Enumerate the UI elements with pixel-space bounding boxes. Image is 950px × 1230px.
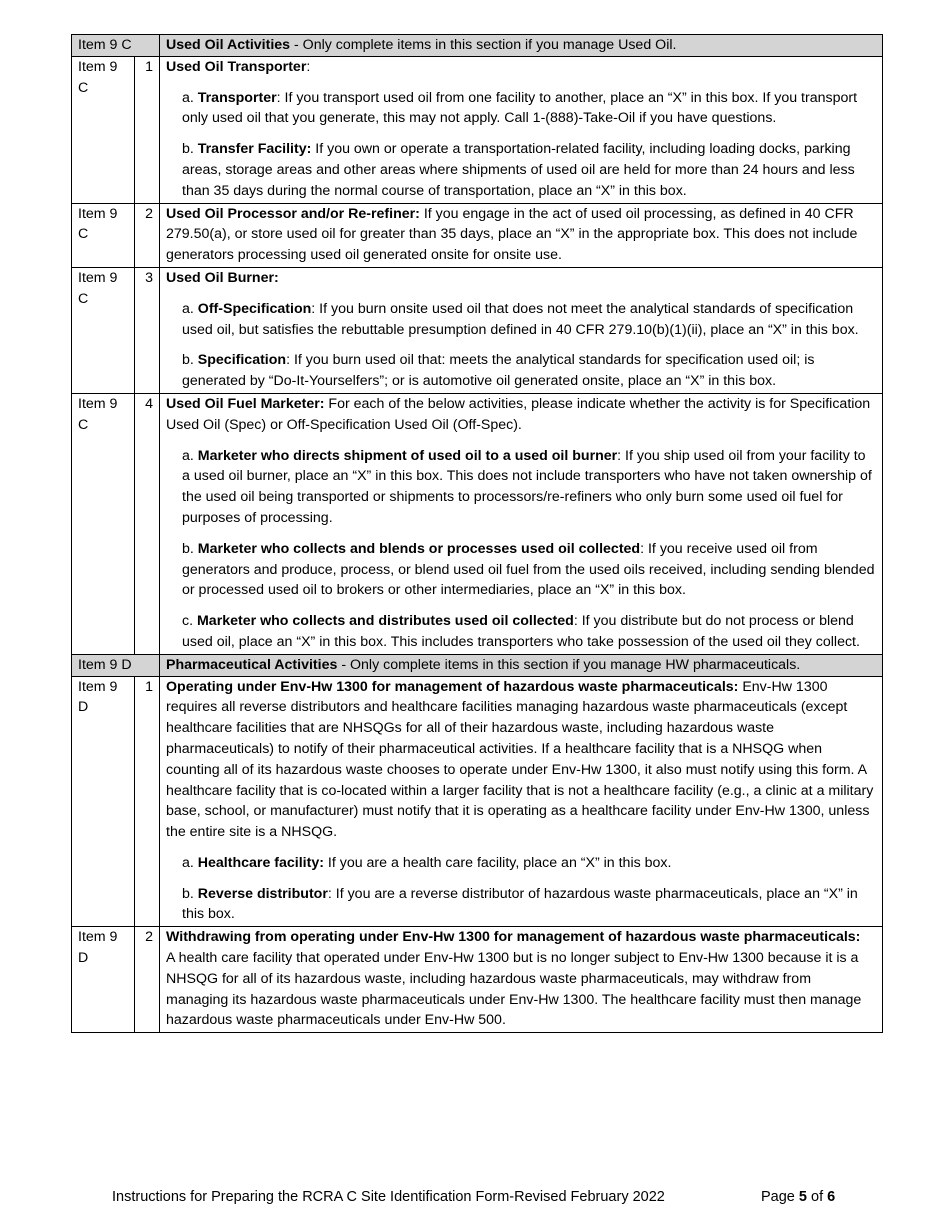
sub-text: : If you are a reverse distributor of hazardous waste pharmaceuticals, place an “X” in this box. (182, 885, 858, 923)
sub-item (182, 539, 876, 601)
sub-text: : If you burn onsite used oil that does not meet the analytical standards of specification used oil, but satisfies the rebuttable presumption defined in 40 CFR 279.10(b)(1)(ii), place an “X” in this box. (182, 300, 859, 338)
sub-text: If you are a health care facility, place an “X” in this box. (323, 854, 672, 871)
sub-item (182, 884, 876, 926)
item-lead: Operating under Env-Hw 1300 for management of hazardous waste pharmaceuticals: (166, 678, 739, 695)
section-desc: - Only complete items in this section if you manage HW pharmaceuticals. (337, 656, 801, 673)
item-content (160, 56, 883, 203)
table-row (72, 203, 883, 267)
item-number: 3 (135, 267, 160, 393)
item-content (160, 676, 883, 927)
item-label: Item 9 C (72, 393, 135, 654)
sub-item (182, 299, 876, 341)
section-header-9d (72, 654, 883, 676)
section-title: Used Oil Activities (166, 37, 291, 53)
page-number (761, 1187, 835, 1207)
item-lead: Used Oil Fuel Marketer: (166, 395, 325, 412)
page-of: of (806, 1189, 828, 1205)
item-label: Item 9 C (72, 56, 135, 203)
item-number: 2 (135, 203, 160, 267)
section-title: Pharmaceutical Activities (166, 656, 338, 673)
section-header-9c (72, 35, 883, 57)
item-lead: Withdrawing from operating under Env-Hw 1300 for management of hazardous waste pharmaceuticals: (166, 929, 861, 946)
item-label: Item 9 C (72, 267, 135, 393)
section-item-label: Item 9 C (72, 35, 160, 57)
item-content (160, 267, 883, 393)
item-body: A health care facility that operated under Env-Hw 1300 but is no longer subject to Env-Hw 1300 because it is a NHSQG for all of its hazardous waste, including hazardous waste pharmaceuticals, may withdraw from managing its hazardous waste pharmaceuticals under Env-Hw 1300. The healthcare facility must then manage hazardous waste pharmaceuticals under Env-Hw 500. (166, 950, 862, 1029)
item-number: 2 (135, 927, 160, 1033)
item-lead-tail: For each of the below activities, please indicate whether the activity is for Specification Used Oil (Spec) or Off-Specification Used Oil (Off-Spec). (166, 395, 871, 433)
item-lead: Used Oil Processor and/or Re-refiner: (166, 205, 420, 222)
sub-label: Marketer who directs shipment of used oil to a used oil burner (197, 447, 618, 464)
sub-label: Marketer who collects and distributes used oil collected (196, 613, 574, 630)
sub-prefix: c. (182, 613, 197, 630)
sub-label: Transporter (197, 89, 277, 106)
section-title-cell (160, 35, 883, 57)
item-lead-tail: : (306, 58, 311, 75)
item-label: Item 9 D (72, 676, 135, 927)
sub-label: Marketer who collects and blends or processes used oil collected (197, 540, 641, 557)
sub-item (182, 139, 876, 201)
sub-label: Reverse distributor (197, 885, 328, 902)
item-lead: Used Oil Transporter (166, 58, 307, 75)
sub-prefix: a. (182, 89, 198, 106)
sub-text: : If you distribute but do not process or blend used oil, place an “X” in this box. This includes transporters who take possession of the used oil they collect. (182, 613, 860, 650)
table-row (72, 927, 883, 1033)
sub-label: Healthcare facility: (197, 854, 324, 871)
item-lead: Used Oil Burner: (166, 269, 279, 286)
sub-label: Off-Specification (197, 300, 312, 317)
sub-prefix: a. (182, 447, 198, 464)
sub-text: : If you ship used oil from your facility to a used oil burner, place an “X” in this box. This does not include transporters who have not taken ownership of the used oil being transported or shipments to processors/re-refiners who only burn some used oil fuel for purposes of processing. (182, 447, 872, 526)
table-row (72, 393, 883, 654)
sub-item (182, 611, 876, 653)
sub-prefix: a. (182, 300, 198, 317)
footer-title: Instructions for Preparing the RCRA C Site Identification Form-Revised February 2022 (112, 1189, 665, 1205)
table-row (72, 56, 883, 203)
page-current: 5 (798, 1189, 807, 1205)
item-number: 1 (135, 676, 160, 927)
sub-prefix: b. (182, 352, 198, 369)
sub-text: If you own or operate a transportation-related facility, including loading docks, parking areas, storage areas and other areas where shipments of used oil are held for more than 24 hours and less than 35 days during the normal course of transportation, place an “X” in this box. (182, 141, 855, 199)
section-title-cell (160, 654, 883, 676)
item-content (160, 393, 883, 654)
sub-label: Specification (197, 352, 287, 369)
sub-item (182, 88, 876, 130)
item-lead-tail: If you engage in the act of used oil processing, as defined in 40 CFR 279.50(a), or store used oil for greater than 35 days, place an “X” in the appropriate box. This does not include generators processing used oil generated onsite for onsite use. (166, 205, 858, 264)
sub-item (182, 350, 876, 392)
section-item-label: Item 9 D (72, 654, 160, 676)
table-row (72, 676, 883, 927)
page-total: 6 (827, 1189, 836, 1205)
sub-item (182, 446, 876, 529)
item-content (160, 927, 883, 1033)
item-number: 1 (135, 56, 160, 203)
item-content (160, 203, 883, 267)
instructions-table (71, 34, 883, 1033)
sub-label: Transfer Facility: (197, 141, 312, 158)
section-desc: - Only complete items in this section if you manage Used Oil. (290, 37, 677, 53)
sub-prefix: a. (182, 854, 198, 871)
table-row (72, 267, 883, 393)
sub-text: : If you burn used oil that: meets the analytical standards for specification used oil; is generated by “Do-It-Yourselfers”; or is automotive oil generated onsite, place an “X” in this box. (182, 352, 815, 390)
page-label: Page (761, 1189, 799, 1205)
sub-text: : If you transport used oil from one facility to another, place an “X” in this box. If you transport only used oil that you generate, this may not apply. Call 1-(888)-Take-Oil if you have questions. (182, 89, 858, 127)
item-label: Item 9 D (72, 927, 135, 1033)
item-label: Item 9 C (72, 203, 135, 267)
sub-item (182, 853, 876, 874)
item-number: 4 (135, 393, 160, 654)
sub-prefix: b. (182, 540, 198, 557)
sub-prefix: b. (182, 141, 198, 158)
item-lead-tail: Env-Hw 1300 requires all reverse distributors and healthcare facilities managing hazardous waste pharmaceuticals (except healthcare facilities that are NHSQGs for all of their hazardous waste, including hazardous waste pharmaceuticals) to notify of their pharmaceutical activities. If a healthcare facility that is a NHSQG when counting all of its hazardous waste chooses to operate under Env-Hw 1300, it also must notify using this form. A healthcare facility that is co-located within a larger facility that is not a healthcare facility (e.g., a clinic at a military base, school, or manufacturer) must notify that it is operating as a healthcare facility under Env-Hw 1300, unless the entire site is a NHSQG. (166, 678, 874, 841)
sub-prefix: b. (182, 885, 198, 902)
sub-text: : If you receive used oil from generators and produce, process, or blend used oil fuel from the used oils received, including sending blended or processed used oil to brokers or other intermediaries, place an “X” in this box. (182, 540, 875, 599)
